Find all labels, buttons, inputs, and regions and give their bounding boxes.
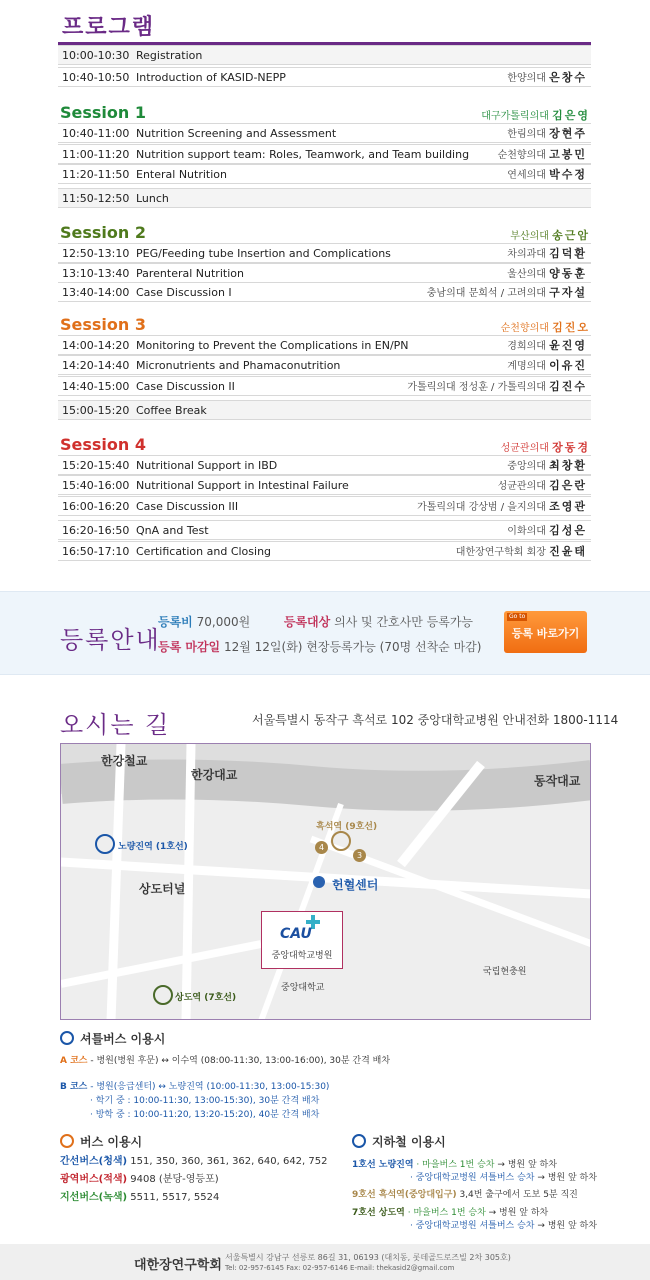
- row-time: 12:50-13:10: [62, 247, 130, 260]
- blood-center-marker-icon: [313, 876, 325, 888]
- row-speaker: [507, 68, 587, 89]
- row-title: Coffee Break: [136, 404, 207, 417]
- row-speaker-name: 장현주: [549, 127, 587, 140]
- row-title: Case Discussion III: [136, 500, 239, 513]
- row-speaker-name: 최창환: [549, 459, 587, 472]
- row-speaker: [498, 145, 587, 166]
- goto-tag: Go to: [509, 613, 526, 620]
- row-time: 15:40-16:00: [62, 479, 130, 492]
- row-speaker-name: 이유진: [549, 359, 587, 372]
- row-speaker: [456, 542, 587, 563]
- row-time: 14:20-14:40: [62, 359, 130, 372]
- row-title: Introduction of KASID-NEPP: [136, 71, 286, 84]
- location-map[interactable]: [60, 743, 591, 1020]
- session-heading: Session 4: [60, 435, 146, 454]
- bus-line: [60, 1174, 219, 1186]
- row-affiliation: 대한장연구학회 회장: [455, 547, 546, 558]
- row-speaker: [507, 456, 587, 477]
- row-time: 16:00-16:20: [62, 500, 130, 513]
- row-affiliation: 연세의대: [507, 170, 546, 181]
- row-title: QnA and Test: [136, 524, 209, 537]
- row-speaker-name: 김덕환: [549, 247, 587, 260]
- row-speaker-name: 양동훈: [549, 267, 587, 280]
- row-speaker-name: 고봉민: [549, 148, 587, 161]
- chair-name: 김은영: [552, 109, 590, 122]
- bus-icon: [60, 1134, 74, 1148]
- shuttle-title: 셔틀버스 이용시: [80, 1032, 166, 1046]
- subway-line7: [352, 1207, 548, 1219]
- row-title: Certification and Closing: [136, 545, 272, 558]
- bus-line: [60, 1156, 328, 1168]
- bus-line: [60, 1192, 219, 1204]
- row-title: Micronutrients and Phamaconutrition: [136, 359, 341, 372]
- row-time: 10:40-10:50: [62, 71, 130, 84]
- subway-line1-icon: [95, 834, 115, 854]
- row-affiliation: 차의과대: [507, 249, 546, 260]
- bus-line-numbers: 5511, 5517, 5524: [127, 1192, 220, 1203]
- chair-name: 송근암: [552, 229, 590, 242]
- row-title: Parenteral Nutrition: [136, 267, 244, 280]
- shuttle-b-vacation: · 방학 중 : 10:00-11:20, 13:20-15:20), 40분 간격 배차: [90, 1110, 320, 1120]
- row-speaker-name: 진윤태: [549, 545, 587, 558]
- row-time: 16:20-16:50: [62, 524, 130, 537]
- row-affiliation: 순천향의대: [497, 150, 546, 161]
- row-title: Registration: [136, 49, 203, 62]
- row-title: Nutrition support team: Roles, Teamwork, and Team building: [136, 148, 470, 161]
- row-speaker: [507, 356, 587, 377]
- program-row: [58, 243, 591, 263]
- program-row: [58, 67, 591, 87]
- row-time: 11:00-11:20: [62, 148, 130, 161]
- chair-affiliation: 대구가톨릭의대: [481, 111, 549, 122]
- program-row: [58, 496, 591, 516]
- subway-line1: [352, 1159, 557, 1171]
- row-speaker: [507, 165, 587, 186]
- row-affiliation: 가톨릭의대 강상범 / 을지의대: [417, 502, 546, 513]
- shuttle-b-line: [60, 1081, 329, 1093]
- program-row: [58, 355, 591, 375]
- row-speaker: [498, 476, 587, 497]
- subway-line7-icon: [153, 985, 173, 1005]
- subway-line9-text: 3,4번 출구에서 도보 5분 직진: [456, 1190, 578, 1200]
- hospital-marker: [261, 911, 343, 969]
- chair-affiliation: 순천향의대: [500, 323, 549, 334]
- shuttle-bus-icon: [60, 1031, 74, 1045]
- shuttle-heading: [60, 1030, 165, 1047]
- bus-line-label: 지선버스(녹색): [60, 1192, 128, 1203]
- subway-line1-d: → 병원 앞 하차: [534, 1173, 597, 1183]
- row-affiliation: 한양의대: [507, 73, 546, 84]
- register-button-label: 등록 바로가기: [511, 627, 580, 640]
- row-time: 13:40-14:00: [62, 286, 130, 299]
- row-speaker: [507, 521, 587, 542]
- subway-line1-shuttle: [410, 1172, 597, 1184]
- row-speaker: [427, 283, 587, 304]
- subway-line1-label: 1호선 노량진역: [352, 1160, 414, 1170]
- program-row: [58, 541, 591, 561]
- row-affiliation: 이화의대: [507, 526, 546, 537]
- program-title: 프로그램: [62, 15, 156, 40]
- row-speaker-name: 김진수: [549, 380, 587, 393]
- program-row: [58, 520, 591, 540]
- subway-line7-shuttle: [410, 1220, 597, 1232]
- program-row: [58, 123, 591, 143]
- chair-name: 김진오: [552, 321, 590, 334]
- shuttle-a-label: A 코스: [60, 1056, 88, 1066]
- program-row: [58, 188, 591, 208]
- program-row: [58, 335, 591, 355]
- hospital-name: 중앙대학교병원: [271, 951, 333, 961]
- subway-line9: [352, 1189, 578, 1201]
- row-time: 10:00-10:30: [62, 49, 130, 62]
- session-heading: Session 2: [60, 223, 146, 242]
- row-speaker: [407, 377, 587, 398]
- subway-line7-b: → 병원 앞 하차: [485, 1208, 549, 1218]
- program-row: [58, 376, 591, 396]
- program-row: [58, 144, 591, 164]
- row-time: 10:40-11:00: [62, 127, 130, 140]
- row-speaker-name: 윤진영: [549, 339, 587, 352]
- session-chair: [510, 227, 590, 243]
- subway-line7-c: · 중앙대학교병원 셔틀버스 승차: [410, 1221, 535, 1231]
- directions-address: 서울특별시 동작구 흑석로 102 중앙대학교병원 안내전화 1800-1114: [252, 713, 619, 727]
- row-affiliation: 경희의대: [507, 341, 546, 352]
- row-time: 15:20-15:40: [62, 459, 130, 472]
- row-time: 11:50-12:50: [62, 192, 130, 205]
- station-noryangjin: 노량진역 (1호선): [118, 842, 188, 852]
- footer-org: 대한장연구학회: [134, 1258, 222, 1273]
- row-affiliation: 중앙의대: [507, 461, 546, 472]
- row-title: PEG/Feeding tube Insertion and Complications: [136, 247, 391, 260]
- subway-line9-icon: [331, 831, 351, 851]
- row-time: 16:50-17:10: [62, 545, 130, 558]
- place-national-cemetery: 국립현충원: [483, 967, 527, 977]
- row-speaker-name: 은창수: [549, 71, 587, 84]
- shuttle-a-line: [60, 1055, 390, 1067]
- register-button[interactable]: [504, 611, 587, 653]
- deadline-label: 등록 마감일: [158, 640, 221, 654]
- place-sangdo-tunnel: 상도터널: [139, 882, 186, 896]
- session-chair: [501, 319, 590, 335]
- registration-deadline-line: [158, 638, 481, 655]
- row-speaker-name: 김은란: [549, 479, 587, 492]
- row-speaker: [417, 497, 587, 518]
- subway-icon: [352, 1134, 366, 1148]
- row-affiliation: 한림의대: [507, 129, 546, 140]
- place-chung-ang-univ: 중앙대학교: [281, 983, 325, 993]
- chair-affiliation: 부산의대: [510, 231, 549, 242]
- row-title: Case Discussion I: [136, 286, 232, 299]
- row-speaker-name: 조영관: [549, 500, 587, 513]
- bus-line-label: 광역버스(적색): [60, 1174, 128, 1185]
- row-speaker: [507, 244, 587, 265]
- program-row: [58, 475, 591, 495]
- subway-line1-a: · 마을버스 1번 승차: [413, 1160, 495, 1170]
- program-row: [58, 400, 591, 420]
- row-title: Nutritional Support in IBD: [136, 459, 278, 472]
- fee-value: 70,000원: [196, 615, 251, 629]
- row-affiliation: 가톨릭의대 정성훈 / 가톨릭의대: [407, 382, 546, 393]
- shuttle-b-semester: · 학기 중 : 10:00-11:30, 13:00-15:30), 30분 간격 배차: [90, 1096, 320, 1106]
- row-speaker-name: 구자설: [549, 286, 587, 299]
- bus-line-numbers: 9408 (분당-영등포): [127, 1174, 219, 1185]
- registration-fee-line: [158, 613, 473, 630]
- deadline-value: 12월 12일(화) 현장등록가능 (70명 선착순 마감): [223, 640, 482, 654]
- exit-3-badge: 3: [353, 849, 366, 862]
- footer-address-line: 서울특별시 강남구 선릉로 86길 31, 06193 (대치동, 롯데골드로즈빌 2차 305호): [225, 1253, 511, 1262]
- footer-address: [225, 1252, 511, 1274]
- target-label: 등록대상: [283, 615, 331, 629]
- row-title: Nutritional Support in Intestinal Failure: [136, 479, 349, 492]
- bus-line-numbers: 151, 350, 360, 361, 362, 640, 642, 752: [127, 1156, 328, 1167]
- chair-affiliation: 성균관의대: [500, 443, 549, 454]
- footer-contact: Tel: 02-957-6145 Fax: 02-957-6146 E-mail: thekasid2@gmail.com: [225, 1264, 455, 1272]
- row-affiliation: 계명의대: [507, 361, 546, 372]
- row-affiliation: 충남의대 문희석 / 고려의대: [426, 288, 546, 299]
- bus-heading: [60, 1133, 142, 1150]
- program-row: [58, 282, 591, 302]
- program-row: [58, 164, 591, 184]
- footer: [0, 1244, 650, 1280]
- row-title: Lunch: [136, 192, 169, 205]
- shuttle-b-label: B 코스: [60, 1082, 88, 1092]
- subway-line7-d: → 병원 앞 하차: [534, 1221, 597, 1231]
- subway-line9-label: 9호선 흑석역(중앙대입구): [352, 1190, 457, 1200]
- exit-4-badge: 4: [315, 841, 328, 854]
- subway-line7-a: · 마을버스 1번 승차: [404, 1208, 486, 1218]
- shuttle-b-text: - 병원(응급센터) ↔ 노량진역 (10:00-11:30, 13:00-15:30): [87, 1082, 330, 1092]
- subway-title: 지하철 이용시: [372, 1135, 446, 1149]
- hospital-logo: CAU: [280, 926, 312, 942]
- row-speaker: [507, 336, 587, 357]
- session-heading: Session 3: [60, 315, 146, 334]
- station-sangdo: 상도역 (7호선): [175, 993, 237, 1003]
- bus-line-label: 간선버스(청색): [60, 1156, 128, 1167]
- place-hangang-railbridge: 한강철교: [101, 754, 148, 768]
- station-heukseok: 흑석역 (9호선): [316, 822, 378, 832]
- row-speaker-name: 박수정: [549, 168, 587, 181]
- program-row: [58, 263, 591, 283]
- shuttle-a-text: - 병원(병원 후문) ↔ 이수역 (08:00-11:30, 13:00-16:00), 30분 간격 배차: [87, 1056, 391, 1066]
- subway-line1-b: → 병원 앞 하차: [494, 1160, 557, 1170]
- subway-line7-label: 7호선 상도역: [352, 1208, 405, 1218]
- row-title: Nutrition Screening and Assessment: [136, 127, 337, 140]
- row-speaker-name: 김성은: [549, 524, 587, 537]
- place-blood-center: 헌혈센터: [332, 878, 379, 892]
- directions-title: 오시는 길: [60, 711, 171, 739]
- row-time: 14:00-14:20: [62, 339, 130, 352]
- row-title: Monitoring to Prevent the Complications in EN/PN: [136, 339, 409, 352]
- target-value: 의사 및 간호사만 등록가능: [334, 615, 474, 629]
- bus-title: 버스 이용시: [80, 1135, 143, 1149]
- session-heading: Session 1: [60, 103, 146, 122]
- row-time: 14:40-15:00: [62, 380, 130, 393]
- row-title: Case Discussion II: [136, 380, 235, 393]
- program-row: [58, 455, 591, 475]
- session-chair: [481, 107, 590, 123]
- row-affiliation: 성균관의대: [497, 481, 546, 492]
- row-time: 11:20-11:50: [62, 168, 130, 181]
- subway-line1-c: · 중앙대학교병원 셔틀버스 승차: [410, 1173, 535, 1183]
- row-affiliation: 울산의대: [507, 269, 546, 280]
- place-hangang-bridge: 한강대교: [191, 768, 238, 782]
- row-title: Enteral Nutrition: [136, 168, 227, 181]
- registration-title: 등록안내: [60, 626, 161, 654]
- row-time: 15:00-15:20: [62, 404, 130, 417]
- place-dongjak-bridge: 동작대교: [534, 774, 581, 788]
- fee-label: 등록비: [158, 615, 193, 629]
- row-time: 13:10-13:40: [62, 267, 130, 280]
- subway-heading: [352, 1133, 446, 1150]
- chair-name: 장동경: [552, 441, 590, 454]
- row-speaker: [507, 124, 587, 145]
- program-row: [58, 45, 591, 65]
- session-chair: [501, 439, 590, 455]
